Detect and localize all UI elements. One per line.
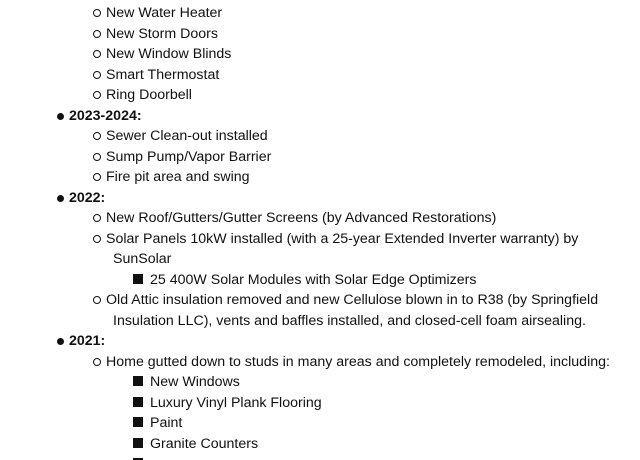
hollow-bullet-icon [93, 91, 101, 99]
list-item-text: Ring Doorbell [106, 87, 192, 103]
list-item-text: Home gutted down to studs in many areas and completely remodeled, including: [106, 353, 610, 370]
filled-bullet-icon [57, 113, 64, 120]
list-item-text: Fire pit area and swing [106, 169, 250, 185]
list-item-text: Solar Panels 10kW installed (with a 25-year Extended Inverter warranty) by [106, 230, 579, 247]
sub-list-item-text: Paint [150, 415, 183, 431]
hollow-bullet-icon [93, 296, 101, 304]
sub-list-item-text: New Windows [150, 374, 240, 390]
square-bullet-icon [133, 438, 143, 448]
list-item-text: Old Attic insulation removed and new Cellulose blown in to R38 (by Springfield [106, 292, 599, 308]
list-item-text: Insulation LLC), vents and baffles installed, and closed-cell foam airsealing. [113, 312, 586, 329]
year-heading-text: 2021: [69, 333, 106, 349]
sub-list-item-text: Granite Counters [150, 435, 259, 452]
square-bullet-icon [133, 417, 143, 427]
hollow-bullet-icon [93, 50, 101, 58]
hollow-bullet-icon [93, 214, 101, 222]
list-item-text: Smart Thermostat [106, 66, 220, 83]
list-item-text: New Roof/Gutters/Gutter Screens (by Advanced Restorations) [106, 210, 497, 226]
hollow-bullet-icon [93, 132, 101, 140]
list-item-text: New Storm Doors [106, 25, 218, 42]
year-heading-text: 2022: [69, 189, 106, 206]
list-item-text: Sewer Clean-out installed [106, 128, 268, 144]
square-bullet-icon [133, 376, 143, 386]
year-heading-text: 2023-2024: [69, 107, 142, 124]
sub-list-item-text: Luxury Vinyl Plank Flooring [150, 394, 322, 411]
hollow-bullet-icon [93, 9, 101, 17]
sub-list-item-text: 25 400W Solar Modules with Solar Edge Optimizers [150, 271, 477, 288]
list-item-text: New Window Blinds [106, 46, 232, 62]
list-item-text: New Water Heater [106, 5, 223, 21]
square-bullet-icon [133, 274, 143, 284]
list-item-text: SunSolar [113, 251, 172, 267]
hollow-bullet-icon [93, 235, 101, 243]
hollow-bullet-icon [93, 173, 101, 181]
hollow-bullet-icon [93, 153, 101, 161]
square-bullet-icon [133, 397, 143, 407]
list-item-text: Sump Pump/Vapor Barrier [106, 148, 272, 165]
hollow-bullet-icon [93, 358, 101, 366]
hollow-bullet-icon [93, 71, 101, 79]
filled-bullet-icon [57, 338, 64, 345]
filled-bullet-icon [57, 195, 64, 202]
hollow-bullet-icon [93, 30, 101, 38]
